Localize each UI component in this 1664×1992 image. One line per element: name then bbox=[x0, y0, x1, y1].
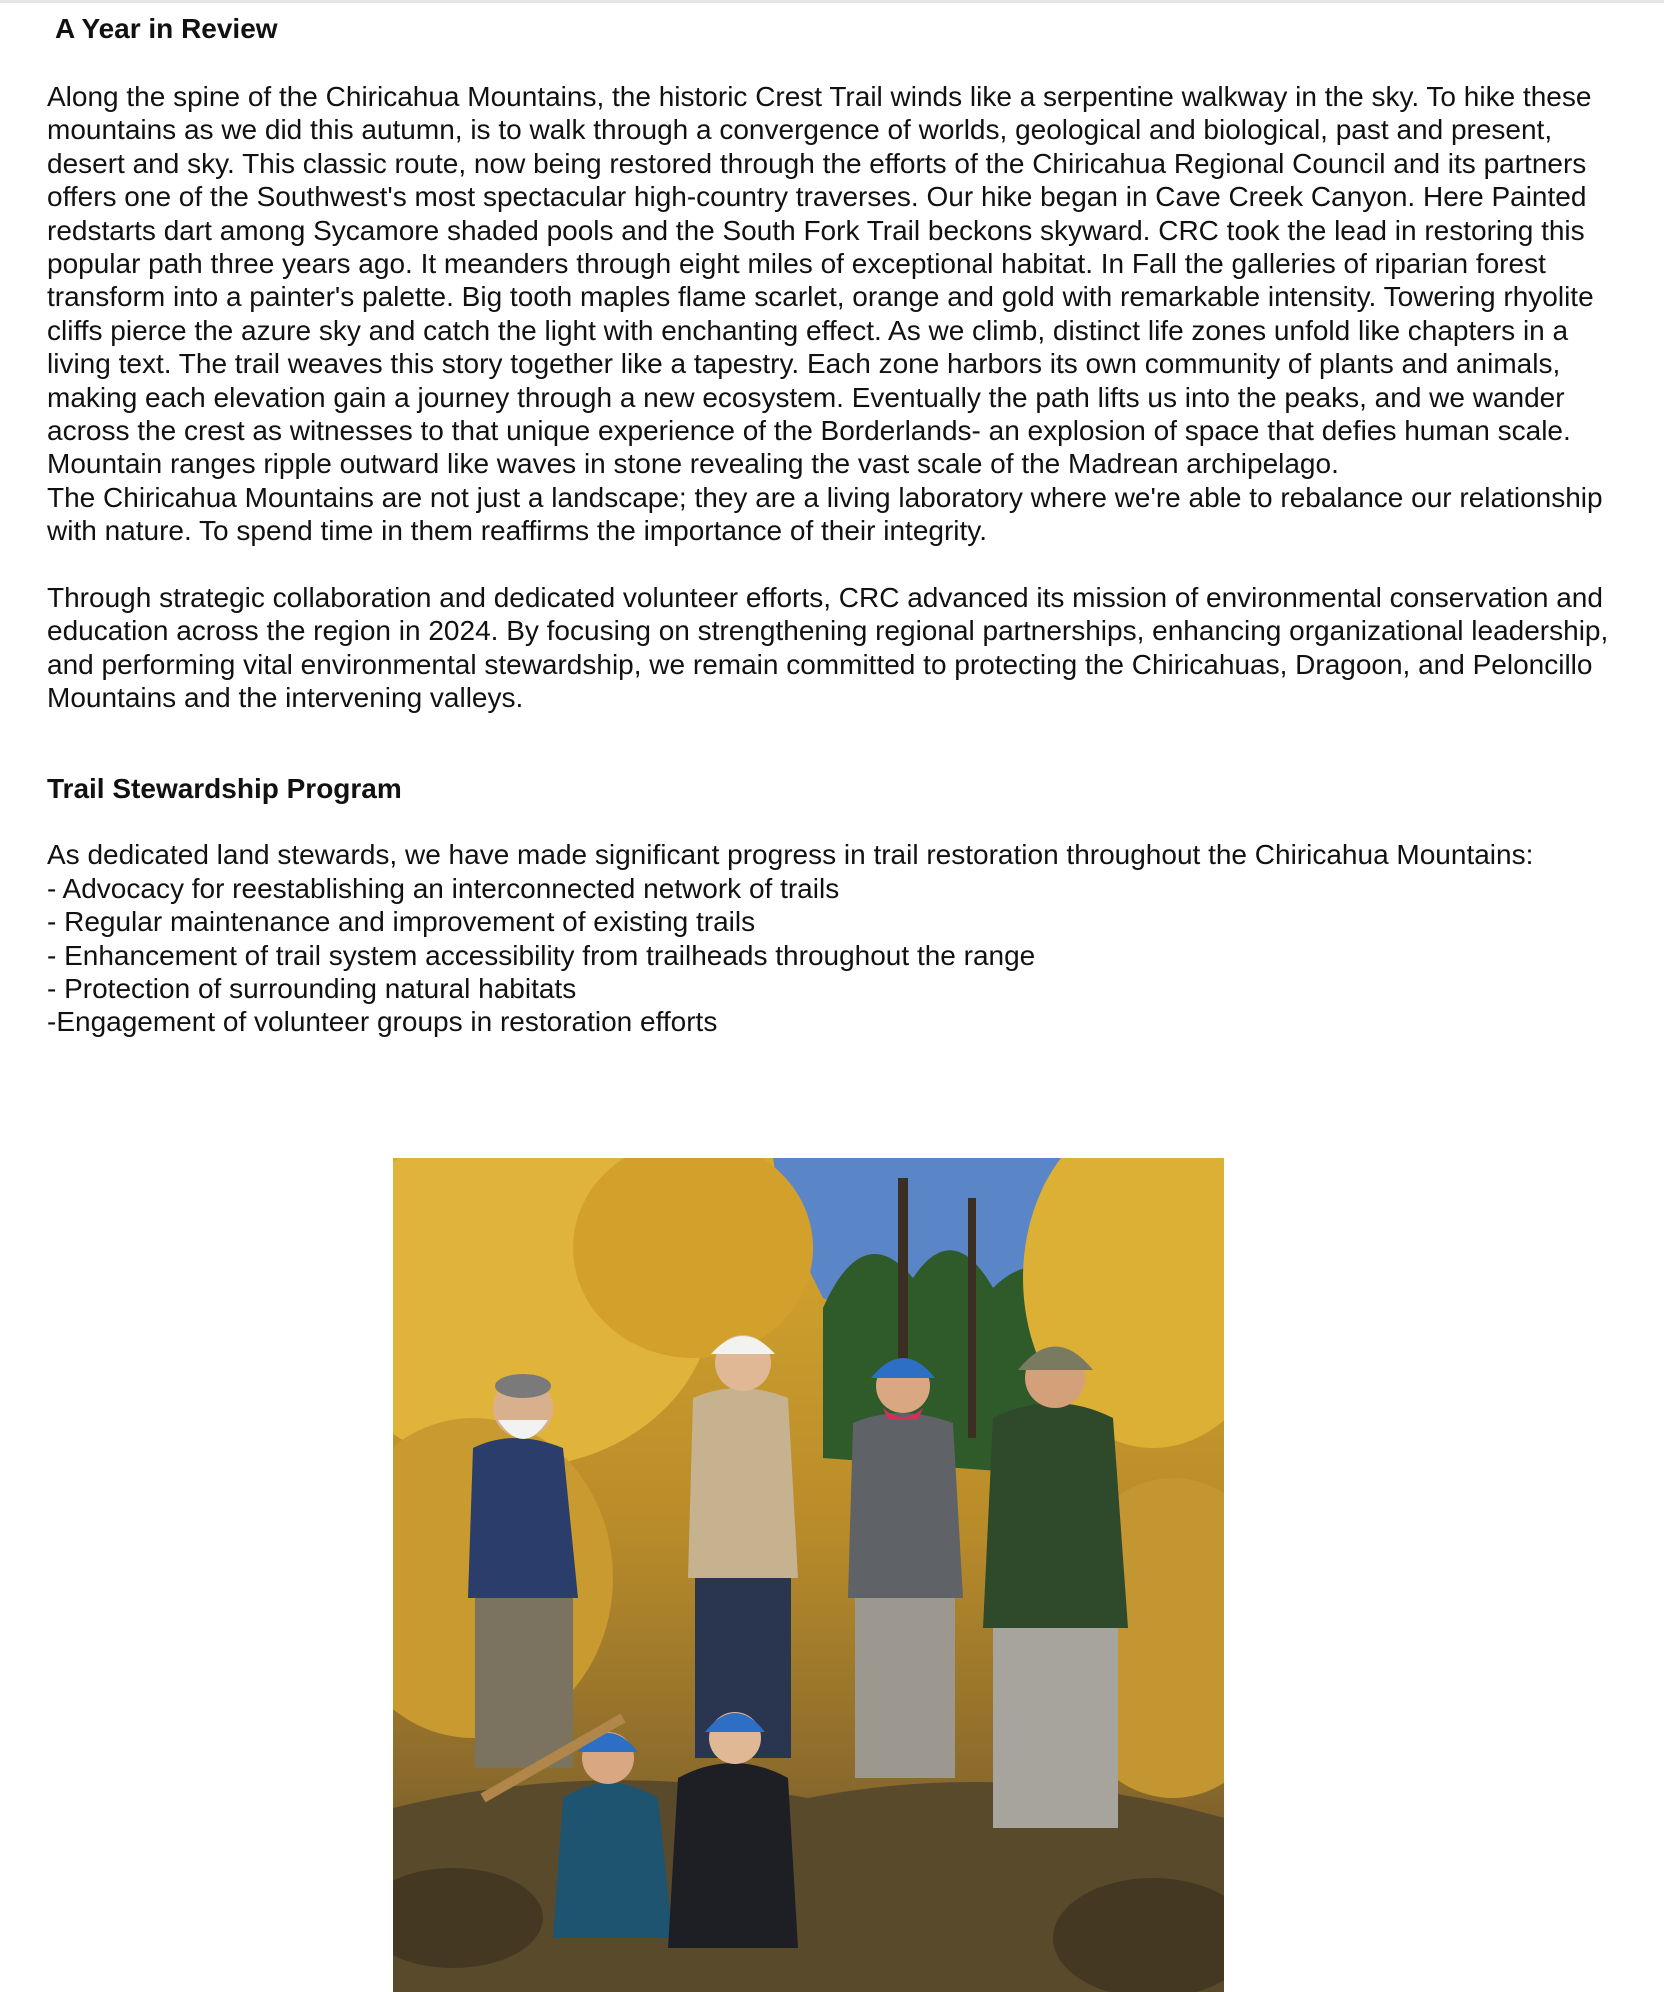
list-item: - Protection of surrounding natural habitats bbox=[47, 972, 577, 1004]
list-item: - Enhancement of trail system accessibility from trailheads throughout the range bbox=[47, 939, 1036, 971]
document-body bbox=[47, 12, 1622, 1039]
list-item: -Engagement of volunteer groups in restoration efforts bbox=[47, 1006, 718, 1038]
intro-paragraph: Along the spine of the Chiricahua Mountains, the historic Crest Trail winds like a serpentine walkway in the sky. To hike these mountains as we did this autumn, is to walk through a convergence of worlds, geological and biological, past and present, desert and sky. This classic route, now being restored through the efforts of the Chiricahua Regional Council and its partners offers one of the Southwest's most spectacular high-country traverses. Our hike began in Cave Creek Canyon. Here Painted redstarts dart among Sycamore shaded pools and the South Fork Trail beckons skyward. CRC took the lead in restoring this popular path three years ago. It meanders through eight miles of exceptional habitat. In Fall the galleries of riparian forest transform into a painter's palette. Big tooth maples flame scarlet, orange and gold with remarkable intensity. Towering rhyolite cliffs pierce the azure sky and catch the light with enchanting effect. As we climb, distinct life zones unfold like chapters in a living text. The trail weaves this story together like a tapestry. Each zone harbors its own community of plants and animals, making each elevation gain a journey through a new ecosystem. Eventually the path lifts us into the peaks, and we wander across the crest as witnesses to that unique experience of the Borderlands- an explosion of space that defies human scale. Mountain ranges ripple outward like waves in stone revealing the vast scale of the Madrean archipelago. bbox=[47, 81, 1594, 480]
page-title: A Year in Review bbox=[55, 13, 278, 44]
trail-crew-photo bbox=[393, 1158, 1224, 1992]
photo-illustration bbox=[393, 1158, 1224, 1992]
mission-paragraph: Through strategic collaboration and dedicated volunteer efforts, CRC advanced its mission of environmental conservation and education across the region in 2024. By focusing on strengthening regional partnerships, enhancing organizational leadership, and performing vital environmental stewardship, we remain committed to protecting the Chiricahuas, Dragoon, and Peloncillo Mountains and the intervening valleys. bbox=[47, 581, 1609, 713]
page-top-border bbox=[0, 0, 1664, 3]
section-intro: As dedicated land stewards, we have made significant progress in trail restoration throughout the Chiricahua Mountains: bbox=[47, 839, 1534, 871]
stewardship-list bbox=[47, 872, 1622, 1039]
laboratory-paragraph: The Chiricahua Mountains are not just a landscape; they are a living laboratory where we're able to rebalance our relationship with nature. To spend time in them reaffirms the importance of their integrity. bbox=[47, 481, 1603, 547]
list-item: - Advocacy for reestablishing an interconnected network of trails bbox=[47, 872, 840, 904]
list-item: - Regular maintenance and improvement of existing trails bbox=[47, 906, 756, 938]
section-heading: Trail Stewardship Program bbox=[47, 773, 402, 805]
